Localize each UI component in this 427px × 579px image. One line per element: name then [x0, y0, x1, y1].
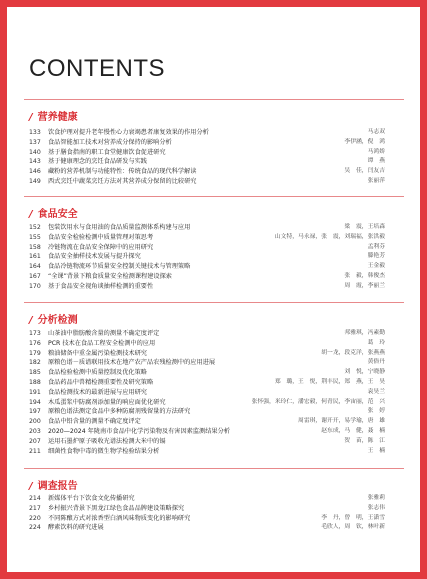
toc-entry[interactable] [29, 388, 405, 398]
toc-entry[interactable] [29, 272, 405, 282]
entry-authors: 李 丹，曾 明，王潇雪 [321, 514, 385, 521]
entry-authors: 邦雅琪，冯素勤 [344, 330, 385, 336]
entry-title: 包装饮用水与食用油的食品质量监测体系构建与应用 [48, 224, 191, 231]
page-number: 197 [29, 408, 41, 416]
entry-title: 乡村振兴背景下黑龙江绿色食品品牌建设策略探究 [48, 504, 185, 512]
toc-entry[interactable] [29, 514, 405, 524]
page-number: 161 [29, 253, 41, 261]
entry-title: 食品安全检验检测中质量管理对策思考 [48, 233, 154, 241]
toc-entry[interactable] [29, 282, 405, 292]
page-number: 167 [29, 272, 41, 280]
entry-authors: 王 楠 [367, 447, 385, 454]
toc-entry[interactable] [29, 167, 405, 177]
toc-entry[interactable] [29, 378, 405, 388]
page-number: 200 [29, 418, 41, 426]
toc-entry[interactable] [29, 243, 405, 253]
page-number: 194 [29, 398, 41, 406]
page-number: 203 [29, 427, 41, 435]
entry-title: 基于健康理念的烹饪食品研发与实践 [48, 158, 147, 166]
toc-entry[interactable] [29, 252, 405, 262]
section-divider [24, 196, 404, 197]
page-number: 214 [29, 495, 41, 502]
toc-entry[interactable] [29, 177, 405, 187]
section-divider [24, 468, 404, 469]
page-number: 158 [29, 243, 41, 251]
toc-entry[interactable] [29, 417, 405, 427]
entry-title: 不同陈酿方式对浓香型白酒风味物质变化的影响研究 [48, 514, 191, 522]
page-number: 173 [29, 330, 41, 337]
entry-authors: 吴 佳，闫友吉 [344, 168, 385, 175]
entry-title: 饮食护理对提升老年慢性心力衰竭患者康复效果的作用分析 [48, 129, 209, 136]
entry-authors: 贺 苗，陈 江 [344, 437, 385, 444]
toc-entry[interactable] [29, 523, 405, 533]
section-divider [24, 99, 404, 100]
entry-authors: 马志双 [367, 129, 385, 135]
toc-entry[interactable] [29, 339, 405, 349]
toc-entry[interactable] [29, 437, 405, 447]
entry-title: 食品药品中兽精检测重要性及研究策略 [48, 378, 154, 386]
entry-authors: 赵东成，马 健，聂 楠 [321, 427, 385, 434]
entry-authors: 山文特，马永禄，张 震，刘瑞福，张洪毅 [274, 233, 385, 240]
entry-title: 食品智能加工技术对营养成分保持的影响分析 [48, 138, 172, 146]
page-number: 137 [29, 138, 41, 146]
page-number: 140 [29, 148, 41, 156]
toc-entry[interactable] [29, 329, 405, 339]
entry-authors: 张志伟 [367, 504, 385, 511]
toc-entry[interactable] [29, 233, 405, 243]
entry-authors: 王金毅 [367, 263, 385, 270]
toc-entry[interactable] [29, 447, 405, 457]
entry-title: “全课”背景下粮食质量安全检测课程建设探索 [48, 272, 172, 280]
entry-authors: 毛欣人，周 钦，林叶新 [321, 524, 385, 531]
entry-title: 食品中铅含量的测量不确定度评定 [48, 418, 141, 426]
entry-authors: 孟利芬 [367, 243, 385, 250]
entry-title: 基于膳食指南的职工食堂健康饮食促进研究 [48, 148, 166, 156]
section-list-nutrition [29, 128, 405, 187]
toc-entry[interactable] [29, 157, 405, 167]
entry-authors: 张怀强，米玲仁，潘宏毅，何青民，李宙丽，范 兴 [251, 398, 385, 405]
entry-authors: 张 毅，韩俊杰 [344, 272, 385, 279]
toc-entry[interactable] [29, 494, 405, 504]
section-divider [24, 302, 404, 303]
section-heading-food-safety: / 食品安全 [29, 209, 78, 220]
entry-authors: 张雅莉 [367, 495, 385, 501]
section-heading-survey-report: / 调查报告 [29, 481, 78, 492]
entry-authors: 滕艳芳 [367, 253, 385, 260]
page-number: 191 [29, 388, 41, 396]
entry-authors: 梁 震，王培森 [344, 224, 385, 230]
toc-entry[interactable] [29, 398, 405, 408]
toc-entry[interactable] [29, 427, 405, 437]
entry-title: 木瓜蛋浆中防腐剂添加量的响应面优化研究 [48, 398, 166, 406]
entry-title: 2020—2024 年陇南市食品中化学污染物及有害因素监测结果分析 [48, 427, 230, 435]
section-list-food-safety [29, 223, 405, 292]
page-number: 176 [29, 339, 41, 347]
entry-authors: 周雷琪，谢开开，易学瑜，唐 雄 [298, 418, 385, 425]
page-number: 188 [29, 378, 41, 386]
toc-entry[interactable] [29, 407, 405, 417]
entry-title: 原粮色谱－质谱联用技术在地产农产品农残检测中的应用进展 [48, 359, 216, 367]
page-number: 143 [29, 158, 41, 166]
entry-title: 食品安全抽样技术发展与提升探究 [48, 253, 141, 261]
entry-title: 食品检测技术的最新进展与应用研究 [48, 388, 147, 396]
entry-authors: 刘 悦，宁晓静 [344, 369, 385, 376]
page-number: 211 [29, 447, 41, 455]
entry-authors: 谭 燕 [367, 158, 385, 165]
section-list-survey-report [29, 494, 405, 533]
entry-title: 原粮色谱法测定食品中多种防腐剂残留量的方法研究 [48, 408, 191, 416]
entry-authors: 马鸿娇 [367, 148, 385, 155]
page-number: 182 [29, 359, 41, 367]
page-number: 207 [29, 437, 41, 445]
entry-title: 食品冷链物流环节质量安全控制关键技术与管理策略 [48, 263, 191, 271]
entry-title: 运用石墨炉原子吸收光谱法检测大米中的镉 [48, 437, 166, 445]
page-number: 220 [29, 514, 41, 522]
entry-authors: 李伊涵，倪 鸿 [344, 138, 385, 145]
entry-authors: 胡一龙，段克洋，张燕燕 [321, 349, 385, 356]
toc-entry[interactable] [29, 128, 405, 138]
entry-authors: 袁昊兰 [367, 388, 385, 395]
section-list-analysis [29, 329, 405, 456]
entry-title: 粮油储备中重金属污染检测技术研究 [48, 349, 147, 357]
entry-authors: 周 霞，李丽兰 [344, 282, 385, 289]
entry-authors: 张 婷 [367, 408, 385, 415]
page-number: 133 [29, 129, 41, 136]
page-number: 146 [29, 168, 41, 176]
page-number: 224 [29, 524, 41, 532]
entry-title: 细菌性食物中毒的微生物学检验结果分析 [48, 447, 160, 455]
page-number: 170 [29, 282, 41, 290]
page-number: 149 [29, 177, 41, 185]
toc-entry[interactable] [29, 262, 405, 272]
page-number: 217 [29, 504, 41, 512]
page-number: 164 [29, 263, 41, 271]
toc-entry[interactable] [29, 358, 405, 368]
entry-authors: 郑 璐，王 悦，荆丰民，郑 燕，王 昊 [274, 378, 385, 385]
section-heading-nutrition: / 营养健康 [29, 112, 78, 123]
entry-authors: 黄俗丹 [367, 359, 385, 366]
section-heading-analysis: / 分析检测 [29, 315, 78, 326]
toc-entry[interactable] [29, 504, 405, 514]
toc-entry[interactable] [29, 349, 405, 359]
entry-title: 西式烹饪中蔬菜烹饪方法对其营养成分保留的比较研究 [48, 177, 197, 185]
entry-title: 藏粉的营养机制与功能特性：传统食品的现代科学解读 [48, 168, 197, 176]
entry-title: 新媒体平台下饮食文化传播研究 [48, 495, 135, 502]
toc-entry[interactable] [29, 138, 405, 148]
page-number: 185 [29, 369, 41, 377]
page-number: 179 [29, 349, 41, 357]
entry-title: 冷链物流在食品安全保障中的应用研究 [48, 243, 154, 251]
toc-entry[interactable] [29, 368, 405, 378]
page-number: 152 [29, 224, 41, 231]
entry-title: 山茶油中脂肪酸含量的测量不确定度评定 [48, 330, 160, 337]
toc-entry[interactable] [29, 223, 405, 233]
entry-authors: 张丽萍 [367, 177, 385, 184]
entry-authors: 葛 玲 [367, 339, 385, 346]
toc-entry[interactable] [29, 148, 405, 158]
page-number: 155 [29, 233, 41, 241]
entry-title: PCR 技术在食品工程安全检测中的应用 [48, 339, 156, 347]
entry-title: 食品检验检测中质量控制及优化策略 [48, 369, 147, 377]
page-title: CONTENTS [29, 55, 165, 82]
entry-title: 基于食品安全视角谈抽样检测的重要性 [48, 282, 154, 290]
entry-title: 酵素饮料的研究进展 [48, 524, 104, 532]
